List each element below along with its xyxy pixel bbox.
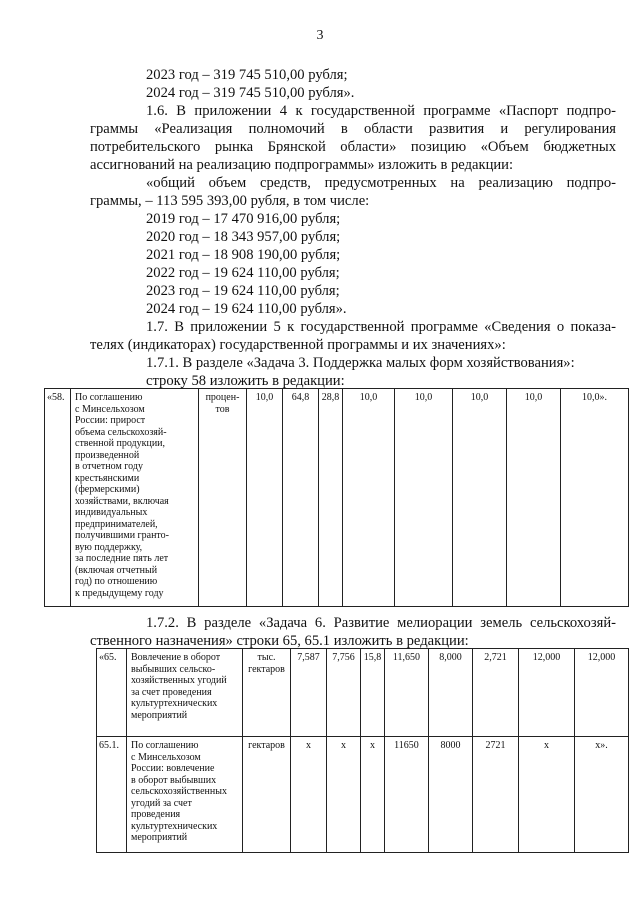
text-line: 2024 год – 319 745 510,00 рубля». — [146, 85, 355, 101]
value-cell: 12,000 — [519, 649, 575, 737]
table-row — [45, 389, 629, 607]
value-cell: 12,000 — [575, 649, 629, 737]
value-cell: x — [519, 737, 575, 853]
text-line: 2021 год – 18 908 190,00 рубля; — [146, 247, 341, 263]
table-row — [97, 737, 629, 853]
text-line: ассигнований на реализацию подпрограммы» изложить в редакции: — [90, 157, 514, 173]
text-line: 1.6. В приложении 4 к государственной программе «Паспорт подпро- — [146, 103, 616, 119]
row-number: 65.1. — [97, 737, 127, 853]
value-cell: 10,0 — [453, 389, 507, 607]
text-line: потребительского рынка Брянской области» позицию «Объем бюджетных — [90, 139, 616, 155]
indicator-table-65 — [96, 648, 629, 853]
value-cell: 11,650 — [385, 649, 429, 737]
value-cell: 10,0 — [247, 389, 283, 607]
indicator-table-58 — [44, 388, 629, 607]
text-line: 1.7.1. В разделе «Задача 3. Поддержка малых форм хозяйствования»: — [146, 355, 575, 371]
value-cell: x — [291, 737, 327, 853]
value-cell: x — [327, 737, 361, 853]
text-line: телях (индикаторах) государственной программы и их значениях»: — [90, 337, 506, 353]
unit-cell: тыс. гектаров — [243, 649, 291, 737]
value-cell: x — [361, 737, 385, 853]
text-line: 2019 год – 17 470 916,00 рубля; — [146, 211, 341, 227]
value-cell: 7,756 — [327, 649, 361, 737]
value-cell: 64,8 — [283, 389, 319, 607]
row-number: «65. — [97, 649, 127, 737]
unit-cell: гектаров — [243, 737, 291, 853]
text-line: 2024 год – 19 624 110,00 рубля». — [146, 301, 347, 317]
text-line: 2020 год – 18 343 957,00 рубля; — [146, 229, 341, 245]
value-cell: 28,8 — [319, 389, 343, 607]
value-cell: 8000 — [429, 737, 473, 853]
value-cell: 10,0 — [395, 389, 453, 607]
text-line: 1.7. В приложении 5 к государственной программе «Сведения о показа- — [146, 319, 616, 335]
text-line: 1.7.2. В разделе «Задача 6. Развитие мелиорации земель сельскохозяй- — [146, 615, 616, 631]
indicator-description: Вовлечение в оборот выбывших сельско- хозяйственных угодий за счет проведения культуртехнических мероприятий — [127, 649, 243, 737]
text-line: 2022 год – 19 624 110,00 рубля; — [146, 265, 340, 281]
indicator-description: По соглашению с Минсельхозом России: вовлечение в оборот выбывших сельскохозяйственных угодий за счет проведения культуртехнических мероприятий — [127, 737, 243, 853]
indicator-description: По соглашению с Минсельхозом России: прирост объема сельскохозяй- ственной продукции, произведенной в отчетном году крестьянскими (фермерскими) хозяйствами, включая индивидуальных предпринимателей, получившими гранто- вую поддержку, за последние пять лет (включая отчетный год) по отношению к предыдущему году — [71, 389, 199, 607]
value-cell: 10,0 — [343, 389, 395, 607]
value-cell: 2,721 — [473, 649, 519, 737]
text-line: «общий объем средств, предусмотренных на реализацию подпро- — [146, 175, 616, 191]
value-cell: x». — [575, 737, 629, 853]
page-number: 3 — [316, 28, 324, 43]
value-cell: 11650 — [385, 737, 429, 853]
text-line: ственного назначения» строки 65, 65.1 изложить в редакции: — [90, 633, 469, 649]
value-cell: 10,0 — [507, 389, 561, 607]
value-cell: 8,000 — [429, 649, 473, 737]
text-line: граммы «Реализация полномочий в области развития и регулирования — [90, 121, 616, 137]
value-cell: 7,587 — [291, 649, 327, 737]
value-cell: 2721 — [473, 737, 519, 853]
value-cell: 15,8 — [361, 649, 385, 737]
text-line: 2023 год – 319 745 510,00 рубля; — [146, 67, 348, 83]
text-line: граммы, – 113 595 393,00 рубля, в том числе: — [90, 193, 370, 209]
text-line: 2023 год – 19 624 110,00 рубля; — [146, 283, 340, 299]
text-line: строку 58 изложить в редакции: — [146, 373, 345, 389]
table-row — [97, 649, 629, 737]
value-cell: 10,0». — [561, 389, 629, 607]
unit-cell: процен- тов — [199, 389, 247, 607]
row-number: «58. — [45, 389, 71, 607]
